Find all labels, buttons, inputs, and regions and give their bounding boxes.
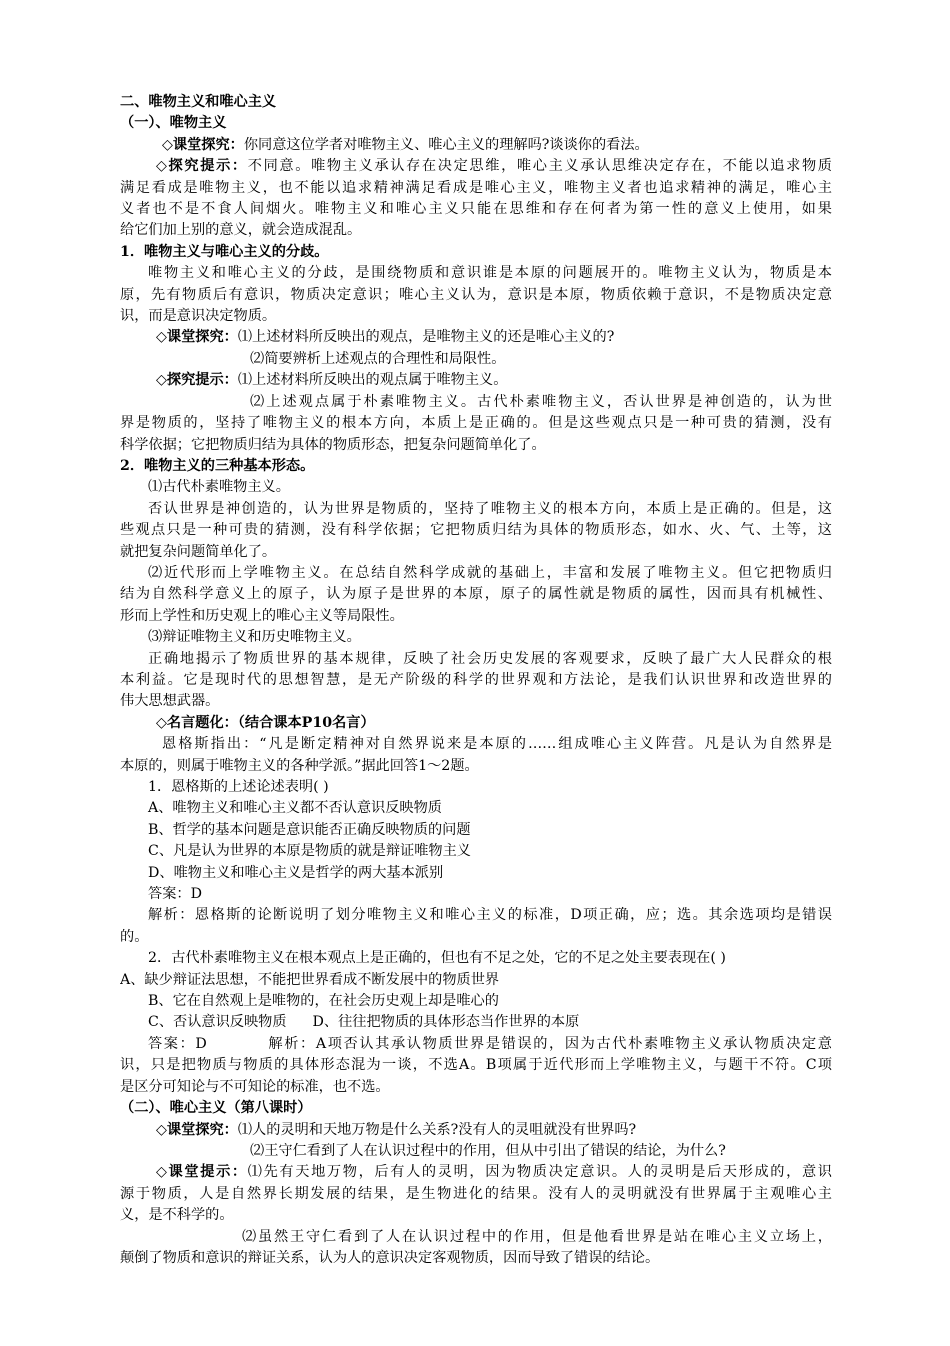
hint-line: 源于物质，人是自然界长期发展的结果，是生物进化的结果。没有人的灵明就没有世界属于主观唯心主 (120, 1185, 832, 1202)
options-cd (120, 1012, 832, 1033)
option-b: B、它在自然观上是唯物的，在社会历史观上却是唯心的 (148, 993, 499, 1010)
quote-heading: ◇名言题化：（结合课本P10名言） (156, 714, 375, 731)
question-stem: 1．恩格斯的上述论述表明( ) (148, 779, 329, 795)
option-c: C、凡是认为世界的本原是物质的就是辩证唯物主义 (148, 843, 471, 860)
option-a: A、唯物主义和唯心主义都不否认意识反映物质 (148, 800, 442, 817)
hint-line: 界是物质的，坚持了唯物主义的根本方向，本质上是正确的。但是这些观点只是一种可贵的猜测，没有 (120, 415, 832, 432)
paragraph-line: 伟大思想武器。 (120, 693, 220, 710)
quote-line: 本原的，则属于唯物主义的各种学派。”据此回答1～2题。 (120, 757, 479, 774)
explanation-line: 识，只是把物质与物质的具体形态混为一谈，不选A。B项属于近代形而上学唯物主义，与题干不符。C项 (120, 1057, 832, 1074)
explore-block-1 (120, 135, 832, 156)
paragraph-line: 本利益。它是现时代的思想智慧，是无产阶级的科学的世界观和方法论，是我们认识世界和改造世界的 (120, 671, 832, 688)
subsection-heading-idealism: （二）、唯心主义（第八课时） (120, 1100, 312, 1117)
paragraph-line: 些观点只是一种可贵的猜测，没有科学依据；它把物质归结为具体的物质形态，如水、火、气、土等，这 (120, 522, 832, 539)
paragraph-line: 否认世界是神创造的，认为世界是物质的，坚持了唯物主义的根本方向，本质上是正确的。但是，这 (148, 500, 832, 517)
option-b: B、哲学的基本问题是意识能否正确反映物质的问题 (148, 821, 471, 838)
paragraph-line: 原，先有物质后有意识，物质决定意识；唯心主义认为，意识是本原，物质依赖于意识，不是物质决定意 (120, 286, 832, 303)
answer-line (120, 1034, 832, 1055)
hint-line: 颠倒了物质和意识的辩证关系，认为人的意识决定客观物质，因而导致了错误的结论。 (120, 1249, 660, 1266)
explore-block-3: ◇课堂探究：⑴人的灵明和天地万物是什么关系?没有人的灵咀就没有世界吗? (156, 1121, 637, 1138)
quote-line: 恩格斯指出：“凡是断定精神对自然界说来是本原的……组成唯心主义阵营。凡是认为自然界是 (162, 736, 832, 753)
hint-label: ◇课堂提示： (156, 1164, 248, 1181)
answer: 答案：D (148, 886, 202, 903)
question-stem: 2．古代朴素唯物主义在根本观点上是正确的，但也有不足之处，它的不足之处主要表现在( ) (148, 950, 726, 967)
explore-label: ◇课堂探究： (162, 136, 244, 153)
section-title: 二、唯物主义和唯心主义 (120, 94, 277, 110)
explanation-line: 的。 (120, 928, 149, 945)
explore-question: ⑵简要辨析上述观点的合理性和局限性。 (250, 350, 506, 367)
hint-block-2: ◇探究提示：⑴上述材料所反映出的观点属于唯物主义。 (156, 372, 508, 389)
option-a: A、缺少辩证法思想，不能把世界看成不断发展中的物质世界 (120, 971, 500, 988)
explore-block-2: ◇课堂探究：⑴上述材料所反映出的观点，是唯物主义的还是唯心主义的? (156, 329, 615, 346)
option-d: D、往往把物质的具体形态当作世界的本原 (312, 1014, 580, 1031)
hint-line: ◇课堂提示：⑴先有天地万物，后有人的灵明，因为物质决定意识。人的灵明是后天形成的，意识 (156, 1164, 832, 1181)
hint-line: 给它们加上别的意义，就会造成混乱。 (120, 222, 362, 239)
point-heading-1: 1．唯物主义与唯心主义的分歧。 (120, 243, 329, 260)
paragraph-line: ⑵近代形而上学唯物主义。在总结自然科学成就的基础上，丰富和发展了唯物主义。但它把物质归 (148, 564, 832, 581)
hint-line: ⑵虽然王守仁看到了人在认识过程中的作用，但是他看世界是站在唯心主义立场上， (242, 1228, 832, 1245)
explore-question: ⑵王守仁看到了人在认识过程中的作用，但从中引出了错误的结论，为什么? (250, 1142, 726, 1159)
hint-label: ◇探究提示： (156, 372, 238, 389)
explore-label: ◇课堂探究： (156, 1121, 238, 1138)
option-d: D、唯物主义和唯心主义是哲学的两大基本派别 (148, 864, 444, 881)
hint-line: 义，是不科学的。 (120, 1207, 234, 1224)
hint-line: 科学依据；它把物质归结为具体的物质形态，把复杂问题简单化了。 (120, 436, 546, 453)
paragraph-line: 正确地揭示了物质世界的基本规律，反映了社会历史发展的客观要求，反映了最广大人民群众的根 (148, 650, 832, 667)
explanation-line: 是区分可知论与不可知论的标准，也不选。 (120, 1078, 390, 1095)
paragraph-line: 结为自然科学意义上的原子，认为原子是世界的本原，原子的属性就是物质的属性，因而具有机械性、 (120, 586, 832, 603)
option-c: C、否认意识反映物质 (148, 1014, 287, 1031)
answer: 答案：D (148, 1035, 207, 1052)
hint-line: 义者也不是不食人间烟火。唯物主义和唯心主义只能在思维和存在何者为第一性的意义上使用，如果 (120, 201, 832, 218)
explore-label: ◇课堂探究： (156, 329, 238, 346)
form-title: ⑶辩证唯物主义和历史唯物主义。 (148, 629, 361, 646)
paragraph-line: 唯物主义和唯心主义的分歧，是围绕物质和意识谁是本原的问题展开的。唯物主义认为，物质是本 (148, 265, 832, 282)
form-title: ⑴古代朴素唯物主义。 (148, 479, 290, 496)
explanation-text: 解析：A项否认其承认物质世界是错误的，因为古代朴素唯物主义承认物质决定意 (266, 1035, 832, 1052)
point-heading-2: 2．唯物主义的三种基本形态。 (120, 457, 315, 474)
explore-question: 你同意这位学者对唯物主义、唯心主义的理解吗?谈谈你的看法。 (243, 136, 649, 153)
hint-label: ◇探究提示： (156, 158, 248, 175)
explanation-line: 解析：恩格斯的论断说明了划分唯物主义和唯心主义的标准，D项正确，应；选。其余选项均是错误 (148, 907, 832, 924)
hint-line: 满足看成是唯物主义，也不能以追求精神满足看成是唯心主义，唯物主义者也追求精神的满足，唯心主 (120, 179, 832, 196)
paragraph-line: 形而上学性和历史观上的唯心主义等局限性。 (120, 607, 404, 624)
subsection-heading-materialism: （一）、唯物主义 (120, 115, 227, 132)
hint-line: ⑵上述观点属于朴素唯物主义。古代朴素唯物主义，否认世界是神创造的，认为世 (250, 393, 832, 410)
paragraph-line: 识，而是意识决定物质。 (120, 308, 277, 325)
document-page (120, 92, 832, 1269)
paragraph-line: 就把复杂问题简单化了。 (120, 543, 277, 560)
hint-line: ◇探究提示：不同意。唯物主义承认存在决定思维，唯心主义承认思维决定存在，不能以追求物质 (156, 158, 832, 175)
